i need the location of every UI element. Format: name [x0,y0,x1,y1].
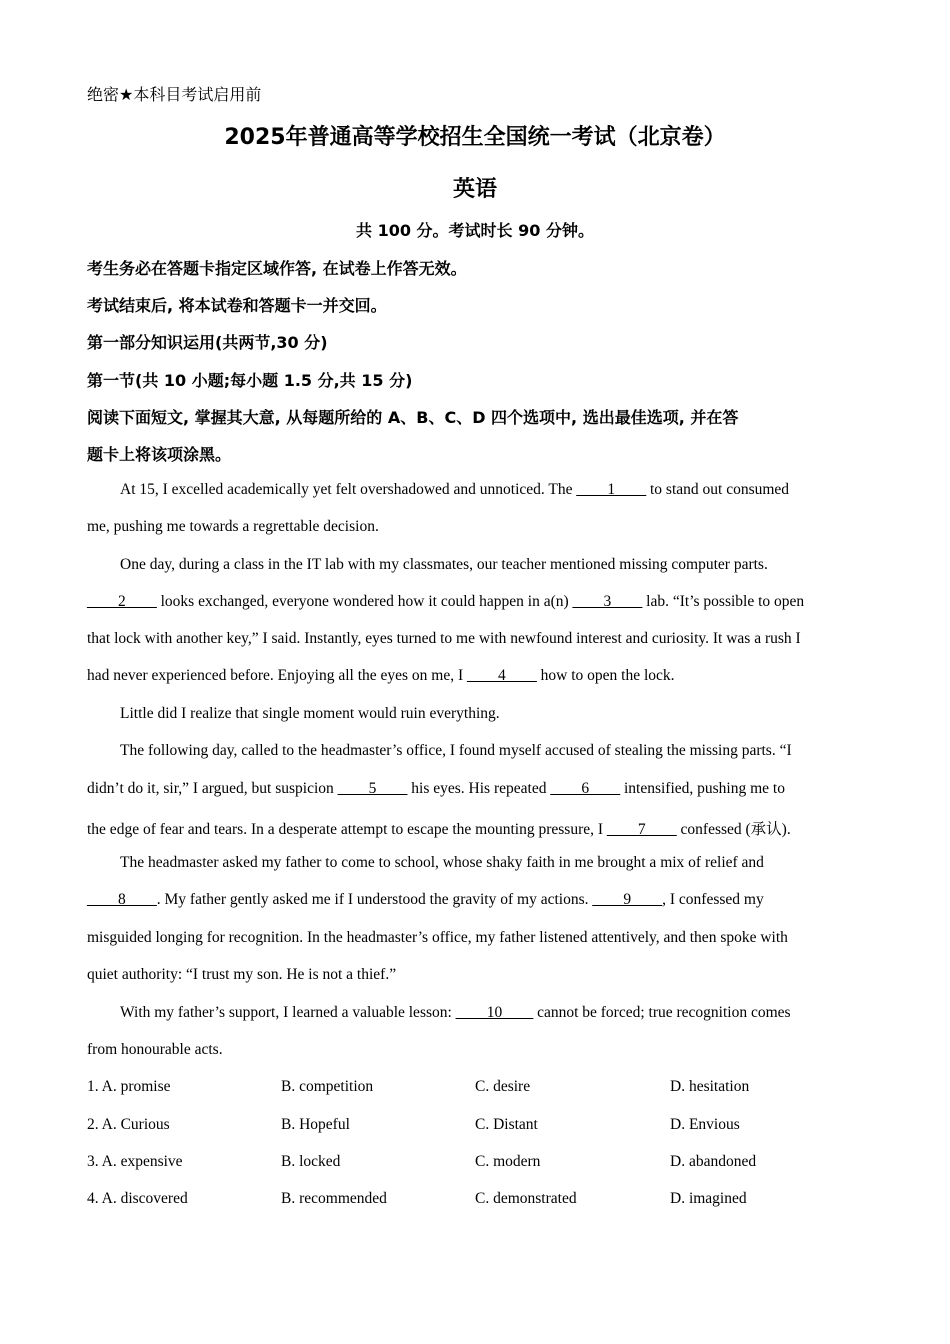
blank-8: ____8____ [87,891,157,908]
option-a: 4. A. discovered [87,1190,188,1207]
blank-7: ____7____ [606,821,677,838]
option-c: C. Distant [475,1116,538,1133]
blank-4: ____4____ [467,667,537,684]
option-c: C. modern [475,1153,541,1170]
passage-line: One day, during a class in the IT lab with my classmates, our teacher mentioned missing computer parts. [120,556,768,573]
subject-title: 英语 [452,177,497,202]
passage-line: the edge of fear and tears. In a desperate attempt to escape the mounting pressure, I ____7____ confessed (承认). [87,821,791,838]
exam-title: 2025年普通高等学校招生全国统一考试（北京卷） [224,125,726,150]
option-a: 1. A. promise [87,1078,171,1095]
part-heading: 第一部分知识运用(共两节,30 分) [87,333,328,352]
blank-6: ____6____ [550,780,621,797]
directions-line-2: 题卡上将该项涂黑。 [87,445,232,464]
passage-line: With my father’s support, I learned a valuable lesson: ____10____ cannot be forced; true recognition comes [120,1004,791,1021]
blank-5: ____5____ [337,780,408,797]
option-b: B. locked [281,1153,341,1170]
blank-9: ____9____ [592,891,663,908]
option-b: B. recommended [281,1190,387,1207]
exam-meta: 共 100 分。考试时长 90 分钟。 [356,221,594,240]
option-d: D. Envious [670,1116,740,1133]
passage-line: ____2____ looks exchanged, everyone wondered how it could happen in a(n) ____3____ lab. “It’s possible to open [87,593,805,610]
blank-1: ____1____ [576,481,647,498]
passage-line: me, pushing me towards a regrettable decision. [87,518,379,535]
blank-10: ____10____ [455,1004,534,1021]
confidential-notice: 绝密★本科目考试启用前 [87,85,262,104]
option-d: D. imagined [670,1190,747,1207]
option-d: D. hesitation [670,1078,750,1095]
option-b: B. Hopeful [281,1116,350,1133]
option-c: C. desire [475,1078,531,1095]
passage-line: ____8____. My father gently asked me if I understood the gravity of my actions. ____9____, I confessed my [87,891,764,908]
passage-line: The following day, called to the headmaster’s office, I found myself accused of stealing the missing parts. “I [120,742,792,759]
blank-3: ____3____ [572,593,643,610]
directions-line-1: 阅读下面短文, 掌握其大意, 从每题所给的 A、B、C、D 四个选项中, 选出最佳选项, 并在答 [87,408,739,427]
section-heading: 第一节(共 10 小题;每小题 1.5 分,共 15 分) [87,371,413,390]
blank-2: ____2____ [87,593,157,610]
instruction-2: 考试结束后, 将本试卷和答题卡一并交回。 [87,296,387,315]
option-b: B. competition [281,1078,374,1095]
option-a: 3. A. expensive [87,1153,183,1170]
passage-line: At 15, I excelled academically yet felt overshadowed and unnoticed. The ____1____ to stand out consumed [120,481,790,498]
passage-line: had never experienced before. Enjoying all the eyes on me, I ____4____ how to open the lock. [87,667,675,684]
option-d: D. abandoned [670,1153,757,1170]
passage-line: didn’t do it, sir,” I argued, but suspicion ____5____ his eyes. His repeated ____6____ intensified, pushing me to [87,780,785,797]
passage-line: from honourable acts. [87,1041,223,1058]
passage-line: misguided longing for recognition. In the headmaster’s office, my father listened attentively, and then spoke with [87,929,788,946]
passage-line: The headmaster asked my father to come to school, whose shaky faith in me brought a mix of relief and [120,854,764,871]
option-a: 2. A. Curious [87,1116,170,1133]
option-c: C. demonstrated [475,1190,577,1207]
instruction-1: 考生务必在答题卡指定区域作答, 在试卷上作答无效。 [87,259,467,278]
passage-line: Little did I realize that single moment would ruin everything. [120,705,500,722]
passage-line: quiet authority: “I trust my son. He is not a thief.” [87,966,397,983]
passage-line: that lock with another key,” I said. Instantly, eyes turned to me with newfound interest and curiosity. It was a rush I [87,630,801,647]
